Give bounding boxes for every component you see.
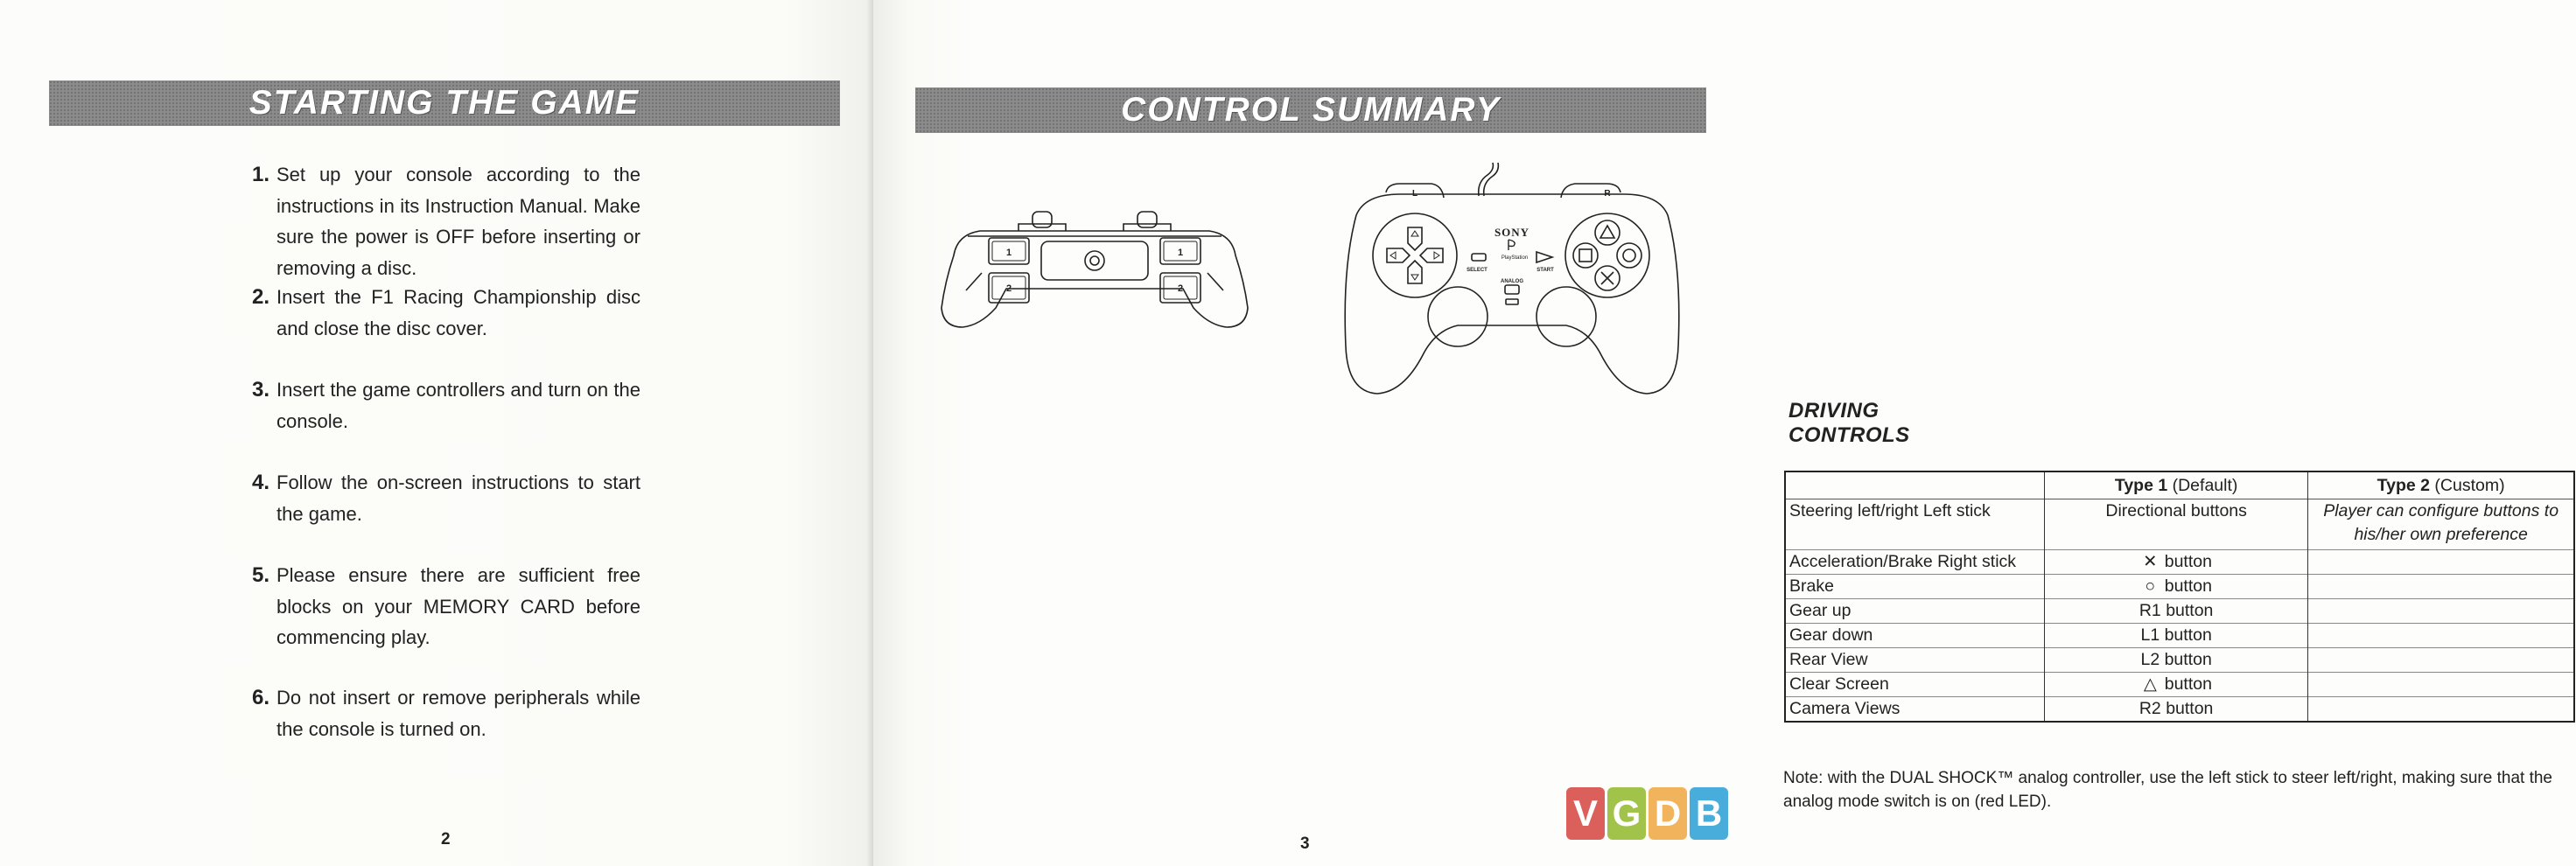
l-shoulder-label: L	[1411, 189, 1418, 199]
table-row	[1785, 550, 2574, 575]
type2-cell	[2308, 550, 2574, 575]
type2-cell	[2308, 673, 2574, 697]
controller-top-view-illustration	[936, 203, 1253, 334]
r-shoulder-label: R	[1604, 189, 1611, 199]
step-text: Follow the on-screen instructions to start the game.	[276, 471, 640, 525]
type1-value: button	[2164, 552, 2212, 571]
starting-game-banner	[49, 80, 840, 126]
table-row	[1785, 697, 2574, 723]
type2-cell	[2308, 575, 2574, 599]
action-cell: Acceleration/Brake Right stick	[1785, 550, 2045, 575]
type1-cell	[2045, 673, 2308, 697]
controller-front-view-illustration	[1339, 163, 1685, 395]
dual-shock-note: Note: with the DUAL SHOCK™ analog controller, use the left stick to steer left/right, making sure that the analog mode switch is on (red LED).	[1783, 769, 2552, 811]
driving-controls-heading: DRIVING CONTROLS	[1788, 399, 1910, 447]
type1-value: button	[2164, 674, 2212, 694]
l1-label: 1	[1005, 248, 1012, 258]
type1-cell	[2045, 499, 2308, 550]
list-item	[250, 282, 640, 374]
step-number: 6.	[252, 686, 270, 709]
analog-button-icon	[1505, 285, 1519, 294]
type1-cell	[2045, 575, 2308, 599]
select-label: SELECT	[1466, 268, 1488, 273]
watermark-letter-v: V	[1566, 787, 1605, 840]
type1-value: button	[2164, 576, 2212, 596]
type1-value: Directional buttons	[2105, 501, 2247, 520]
square-icon	[1579, 249, 1592, 262]
r2-label: 2	[1177, 283, 1184, 294]
step-text: Do not insert or remove peripherals while the console is turned on.	[276, 687, 640, 740]
table-header-row	[1785, 471, 2574, 499]
type2-cell	[2308, 648, 2574, 673]
type1-cell	[2045, 599, 2308, 624]
list-item	[250, 159, 640, 282]
table-row	[1785, 599, 2574, 624]
setup-steps-list	[250, 159, 640, 744]
table-row	[1785, 673, 2574, 697]
step-text: Please ensure there are sufficient free blocks on your MEMORY CARD before commencing play.	[276, 564, 640, 648]
table-row	[1785, 624, 2574, 648]
l2-label: 2	[1005, 283, 1012, 294]
step-number: 4.	[252, 471, 270, 494]
table-row	[1785, 499, 2574, 550]
step-number: 2.	[252, 285, 270, 309]
banner-title: CONTROL SUMMARY	[1121, 91, 1501, 129]
type1-value: L1 button	[2140, 625, 2212, 645]
watermark-letter-d: D	[1648, 787, 1687, 840]
header-type2	[2308, 471, 2574, 499]
action-cell: Brake	[1785, 575, 2045, 599]
type2-cell	[2308, 624, 2574, 648]
type2-note: (Custom)	[2434, 476, 2505, 495]
cross-icon	[1601, 272, 1614, 284]
type1-value: R1 button	[2138, 601, 2214, 620]
action-cell: Gear up	[1785, 599, 2045, 624]
playstation-logo-icon	[1508, 240, 1515, 250]
circle-icon	[1623, 249, 1635, 262]
control-summary-banner	[915, 87, 1706, 133]
playstation-logo-text: PlayStation	[1501, 255, 1529, 261]
list-item	[250, 560, 640, 682]
left-page	[0, 0, 873, 866]
list-item	[250, 374, 640, 467]
step-text: Insert the F1 Racing Championship disc and close the disc cover.	[276, 286, 640, 339]
step-text: Set up your console according to the instructions in its Instruction Manual. Make sure the power is OFF before inserting or removing a disc.	[276, 164, 640, 279]
action-cell: Gear down	[1785, 624, 2045, 648]
type1-cell	[2045, 550, 2308, 575]
vgdb-watermark-logo	[1566, 787, 1728, 840]
list-item	[250, 467, 640, 560]
start-label: START	[1536, 268, 1554, 273]
type1-cell	[2045, 648, 2308, 673]
sony-logo: SONY	[1494, 226, 1530, 239]
type1-title: Type 1	[2114, 476, 2168, 495]
action-cell: Steering left/right Left stick	[1785, 499, 2045, 550]
type2-cell	[2308, 599, 2574, 624]
cross-button-icon: ✕	[2143, 552, 2158, 571]
type1-value: L2 button	[2140, 650, 2212, 669]
analog-led-icon	[1506, 299, 1518, 304]
r1-label: 1	[1177, 248, 1184, 258]
triangle-icon	[1600, 226, 1614, 238]
type2-cell	[2308, 697, 2574, 723]
action-cell: Camera Views	[1785, 697, 2045, 723]
circle-button-icon: ○	[2145, 576, 2156, 596]
type2-cell: Player can configure buttons to his/her own preference	[2323, 501, 2559, 544]
header-type1	[2045, 471, 2308, 499]
type2-title: Type 2	[2376, 476, 2430, 495]
step-number: 1.	[252, 163, 270, 186]
step-number: 3.	[252, 378, 270, 402]
header-action	[1785, 471, 2045, 499]
type1-value: R2 button	[2138, 699, 2214, 718]
type1-cell	[2045, 624, 2308, 648]
driving-controls-table	[1784, 471, 2575, 723]
watermark-letter-b: B	[1690, 787, 1728, 840]
triangle-button-icon: △	[2143, 674, 2157, 694]
banner-title: STARTING THE GAME	[248, 84, 640, 122]
action-cell: Clear Screen	[1785, 673, 2045, 697]
type1-cell	[2045, 697, 2308, 723]
right-page	[873, 0, 2559, 866]
list-item	[250, 682, 640, 744]
action-cell: Rear View	[1785, 648, 2045, 673]
table-row	[1785, 575, 2574, 599]
page-number: 2	[441, 830, 451, 849]
step-text: Insert the game controllers and turn on the console.	[276, 379, 640, 432]
analog-label: ANALOG	[1501, 279, 1523, 284]
type1-note: (Default)	[2172, 476, 2238, 495]
page-number: 3	[1300, 835, 1310, 853]
step-number: 5.	[252, 563, 270, 587]
table-row	[1785, 648, 2574, 673]
watermark-letter-g: G	[1607, 787, 1646, 840]
